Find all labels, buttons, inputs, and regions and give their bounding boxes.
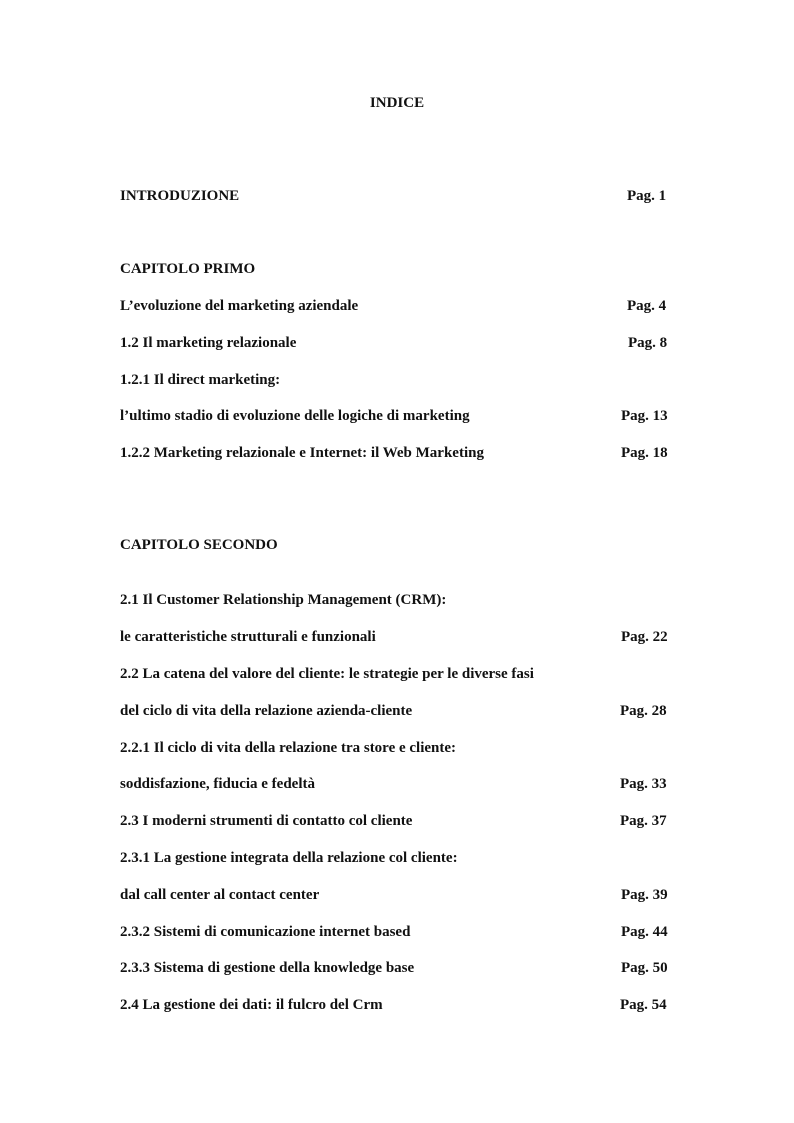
toc-entry-text: 2.3.3 Sistema di gestione della knowledge base bbox=[120, 960, 415, 976]
toc-entry-text: le caratteristiche strutturali e funzionali bbox=[120, 629, 376, 645]
toc-entry-page-number: Pag. 8 bbox=[628, 335, 668, 351]
toc-entry-text: CAPITOLO SECONDO bbox=[120, 537, 278, 553]
toc-entry-text: 2.2.1 Il ciclo di vita della relazione tra store e cliente: bbox=[120, 740, 457, 756]
toc-entry-text: 1.2.1 Il direct marketing: bbox=[120, 372, 281, 388]
toc-entry-page-number: Pag. 1 bbox=[627, 188, 667, 204]
toc-entry-text: INTRODUZIONE bbox=[120, 188, 240, 204]
toc-entry-page-number: Pag. 44 bbox=[621, 924, 668, 940]
toc-entry-text: l’ultimo stadio di evoluzione delle logiche di marketing bbox=[120, 408, 470, 424]
toc-entry-text: 2.1 Il Customer Relationship Management (CRM): bbox=[120, 592, 447, 608]
toc-entry-page-number: Pag. 54 bbox=[620, 997, 667, 1013]
toc-entry-page-number: Pag. 13 bbox=[621, 408, 668, 424]
toc-entry-text: 2.3.2 Sistemi di comunicazione internet based bbox=[120, 924, 411, 940]
toc-entry-page-number: Pag. 33 bbox=[620, 776, 667, 792]
toc-entry-text: 2.2 La catena del valore del cliente: le strategie per le diverse fasi bbox=[120, 666, 534, 682]
page-title: INDICE bbox=[369, 95, 425, 111]
toc-entry-page-number: Pag. 28 bbox=[620, 703, 667, 719]
toc-entry-text: 2.4 La gestione dei dati: il fulcro del Crm bbox=[120, 997, 383, 1013]
toc-entry-page-number: Pag. 39 bbox=[621, 887, 668, 903]
toc-entry-page-number: Pag. 18 bbox=[621, 445, 668, 461]
toc-entry-text: soddisfazione, fiducia e fedeltà bbox=[120, 776, 315, 792]
toc-entry-text: 2.3 I moderni strumenti di contatto col cliente bbox=[120, 813, 413, 829]
toc-entry-page-number: Pag. 22 bbox=[621, 629, 668, 645]
toc-entry-text: del ciclo di vita della relazione azienda-cliente bbox=[120, 703, 413, 719]
toc-entry-text: L’evoluzione del marketing aziendale bbox=[120, 298, 359, 314]
toc-entry-text: CAPITOLO PRIMO bbox=[120, 261, 256, 277]
toc-entry-text: dal call center al contact center bbox=[120, 887, 320, 903]
toc-entry-page-number: Pag. 4 bbox=[627, 298, 667, 314]
toc-entry-page-number: Pag. 37 bbox=[620, 813, 667, 829]
toc-entry-text: 2.3.1 La gestione integrata della relazione col cliente: bbox=[120, 850, 458, 866]
toc-entry-text: 1.2.2 Marketing relazionale e Internet: il Web Marketing bbox=[120, 445, 484, 461]
toc-entry-page-number: Pag. 50 bbox=[621, 960, 668, 976]
toc-entry-text: 1.2 Il marketing relazionale bbox=[120, 335, 297, 351]
